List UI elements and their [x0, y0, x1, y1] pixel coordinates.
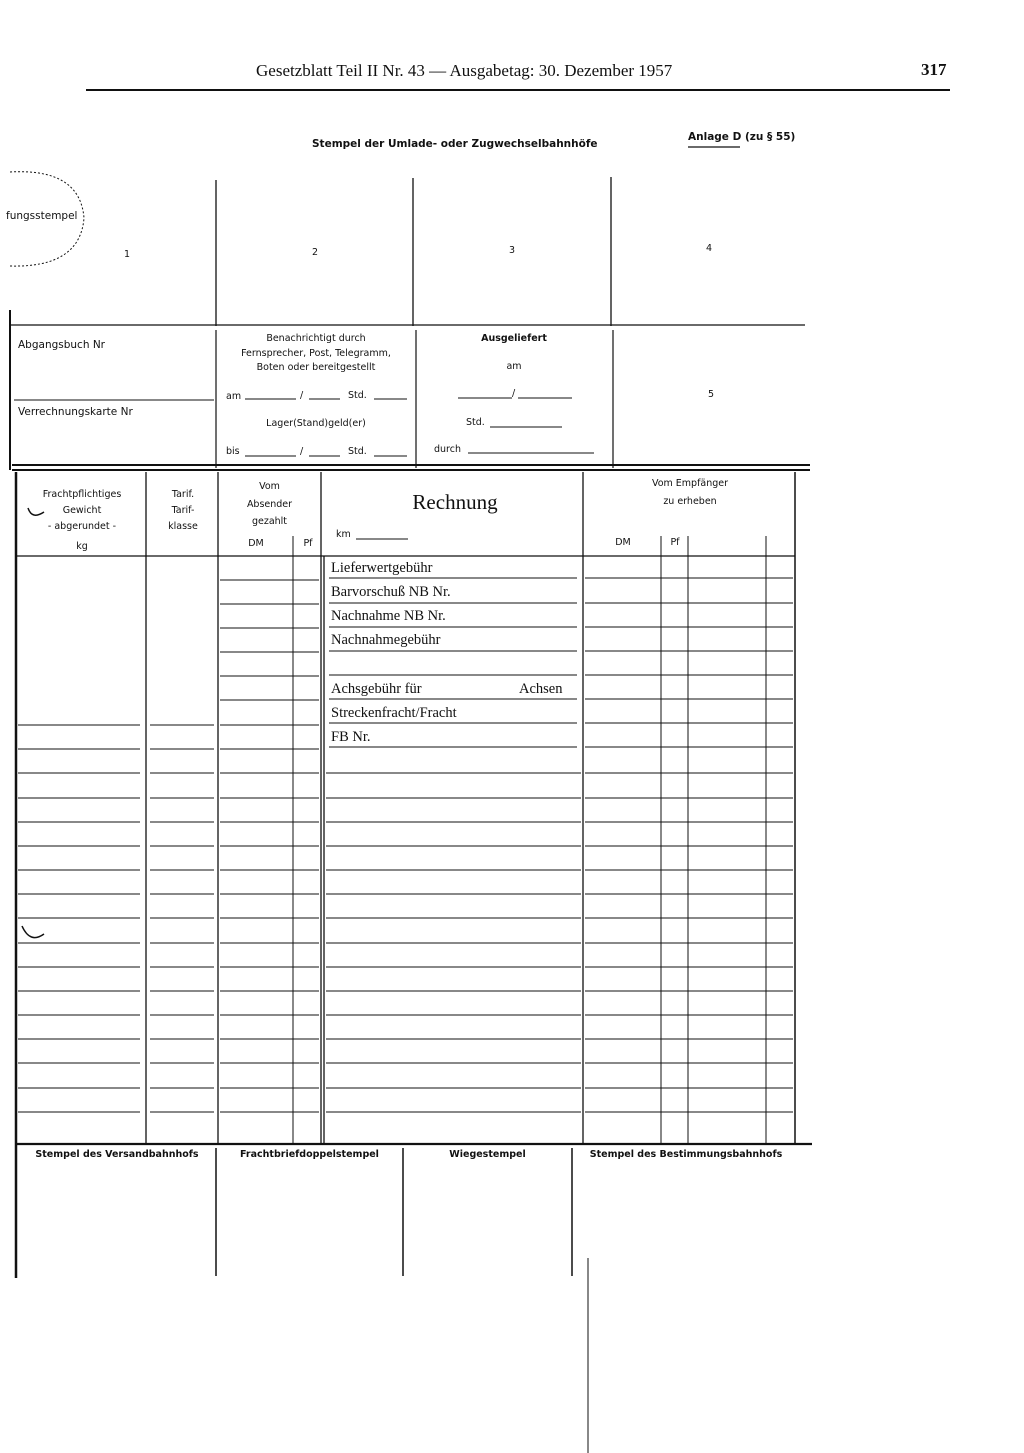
benachrichtigt-line-3: Boten oder bereitgestellt — [256, 362, 376, 373]
tariff-header-3: klasse — [168, 521, 198, 532]
charge-item: Nachnahme NB Nr. — [331, 608, 446, 624]
charge-item: Nachnahmegebühr — [331, 632, 441, 648]
bis-label: bis — [226, 446, 240, 457]
std-label-2: Std. — [348, 446, 367, 457]
weight-header-4: kg — [76, 541, 88, 552]
footer-stamp-bestimmung: Stempel des Bestimmungsbahnhofs — [589, 1149, 783, 1160]
std-short-label: Std. — [466, 417, 485, 428]
sender-dm: DM — [248, 538, 264, 549]
sender-header-1: Vom — [259, 481, 280, 492]
charge-item: Streckenfracht/Fracht — [331, 705, 457, 721]
recipient-header-2: zu erheben — [663, 496, 717, 507]
tariff-header-1: Tarif. — [171, 489, 195, 500]
gazette-title: Gesetzblatt Teil II Nr. 43 — Ausgabetag: 30. Dezember 1957 — [256, 61, 673, 80]
tariff-header-2: Tarif- — [171, 505, 195, 516]
benachrichtigt-line-1: Benachrichtigt durch — [266, 333, 366, 344]
partial-stamp-label: fungsstempel — [6, 210, 78, 222]
recipient-pf: Pf — [670, 537, 680, 548]
sender-header-3: gezahlt — [251, 516, 288, 527]
lagergeld-label: Lager(Stand)geld(er) — [266, 418, 366, 429]
recipient-header-1: Vom Empfänger — [651, 478, 729, 489]
am-small-label: am — [506, 361, 522, 372]
weight-header-1: Frachtpflichtiges — [42, 489, 122, 500]
charge-item: Barvorschuß NB Nr. — [331, 584, 451, 600]
am-label: am — [226, 391, 242, 402]
annex-label: Anlage D (zu § 55) — [688, 131, 796, 143]
durch-label: durch — [434, 444, 461, 455]
benachrichtigt-line-2: Fernsprecher, Post, Telegramm, — [241, 348, 391, 359]
stamp-slot-3: 3 — [509, 245, 516, 256]
stamp-slot-2: 2 — [312, 247, 319, 258]
footer-stamp-frachtbrief: Frachtbriefdoppelstempel — [240, 1149, 379, 1160]
abgangsbuch-label: Abgangsbuch Nr — [18, 339, 105, 351]
slash-3: / — [512, 388, 516, 399]
sender-pf: Pf — [303, 538, 313, 549]
weight-header-2: Gewicht — [62, 505, 102, 516]
charge-item: Lieferwertgebühr — [331, 560, 433, 576]
slot-5: 5 — [708, 389, 715, 400]
sender-header-2: Absender — [246, 499, 293, 510]
page-number: 317 — [921, 60, 947, 79]
stamp-heading: Stempel der Umlade- oder Zugwechselbahnhöfe — [312, 138, 598, 150]
footer-stamp-versand: Stempel des Versandbahnhofs — [35, 1149, 199, 1160]
recipient-dm: DM — [615, 537, 631, 548]
slash: / — [300, 390, 304, 401]
charge-item: Achsgebühr für — [331, 681, 422, 697]
charge-item: FB Nr. — [331, 729, 371, 745]
achsen-label: Achsen — [519, 681, 563, 697]
weight-header-3: - abgerundet - — [47, 521, 117, 532]
ausgeliefert-label: Ausgeliefert — [481, 333, 547, 344]
std-label: Std. — [348, 390, 367, 401]
verrechnungskarte-label: Verrechnungskarte Nr — [18, 406, 133, 418]
km-label: km — [336, 529, 351, 540]
rechnung-title: Rechnung — [412, 490, 498, 514]
footer-stamp-wiege: Wiegestempel — [449, 1149, 526, 1160]
slash-2: / — [300, 446, 304, 457]
stamp-slot-1: 1 — [124, 249, 131, 260]
stamp-slot-4: 4 — [706, 243, 713, 254]
